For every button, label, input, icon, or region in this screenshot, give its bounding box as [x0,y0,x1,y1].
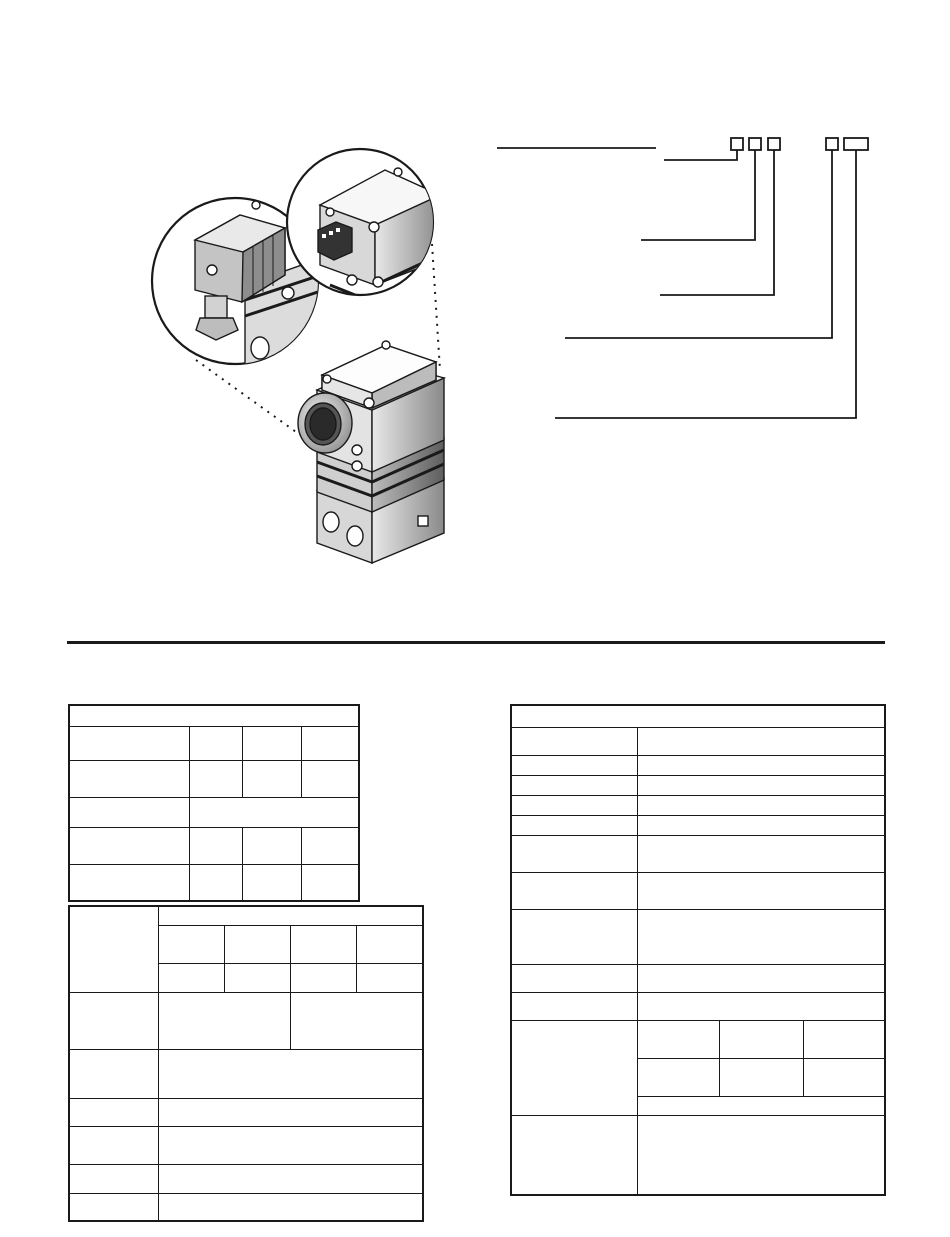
value-cell [189,760,242,797]
value-cell [803,1020,885,1058]
value-cell [242,864,301,901]
row-label-cell [69,906,158,992]
table-header-cell [511,705,885,727]
value-cell [356,925,423,963]
value-cell [158,1193,423,1221]
row-label-cell [69,760,189,797]
row-label-cell [69,864,189,901]
value-cell [719,1020,803,1058]
value-cell [719,1058,803,1096]
row-label-cell [511,727,637,755]
row-label-cell [511,872,637,909]
value-cell [158,1164,423,1193]
value-cell [637,1115,885,1195]
value-cell [189,827,242,864]
value-cell [803,1058,885,1096]
value-cell [158,992,290,1049]
value-cell [189,726,242,760]
leader-line [664,150,737,160]
row-label-cell [69,797,189,827]
value-cell [637,795,885,815]
value-cell [224,925,290,963]
spec-table-c [510,704,886,1196]
value-cell [224,963,290,992]
row-label-cell [511,755,637,775]
section-divider [67,641,885,644]
value-cell [290,963,356,992]
value-cell [290,925,356,963]
row-label-cell [511,795,637,815]
value-cell [637,872,885,909]
value-cell [637,815,885,835]
row-label-cell [511,992,637,1020]
value-cell [637,755,885,775]
row-label-cell [511,1115,637,1195]
code-box [844,138,868,150]
row-label-cell [69,827,189,864]
leader-line [660,150,774,295]
value-cell [158,1098,423,1126]
value-cell [301,726,359,760]
table-header-cell [69,705,359,726]
value-cell [242,827,301,864]
row-label-cell [511,835,637,872]
value-cell [290,992,423,1049]
row-label-cell [511,1020,637,1115]
code-box [749,138,761,150]
row-label-cell [69,726,189,760]
value-cell [356,963,423,992]
value-cell [301,760,359,797]
value-cell [637,775,885,795]
transducer-body [298,341,444,563]
value-cell [242,760,301,797]
value-cell [301,827,359,864]
row-label-cell [511,964,637,992]
value-cell [242,726,301,760]
row-label-cell [69,1193,158,1221]
leader-line [555,150,856,418]
spec-table-b [68,905,424,1222]
value-cell [158,963,224,992]
row-label-cell [511,815,637,835]
code-box [768,138,780,150]
row-label-cell [69,1164,158,1193]
ordering-chart [497,138,868,418]
value-cell [189,864,242,901]
value-cell [189,797,359,827]
row-label-cell [69,1126,158,1164]
row-label-cell [69,1049,158,1098]
leader-line [641,150,755,240]
value-cell [637,1096,885,1115]
value-cell [637,727,885,755]
row-label-cell [69,1098,158,1126]
row-label-cell [69,992,158,1049]
code-box [731,138,743,150]
value-cell [158,1126,423,1164]
spec-table-a [68,704,360,902]
row-label-cell [511,909,637,964]
value-cell [637,964,885,992]
code-box [826,138,838,150]
table-header-cell [158,906,423,925]
value-cell [637,1020,719,1058]
value-cell [637,835,885,872]
value-cell [637,1058,719,1096]
value-cell [301,864,359,901]
leader-line [565,150,832,338]
value-cell [158,1049,423,1098]
row-label-cell [511,775,637,795]
value-cell [158,925,224,963]
value-cell [637,909,885,964]
value-cell [637,992,885,1020]
